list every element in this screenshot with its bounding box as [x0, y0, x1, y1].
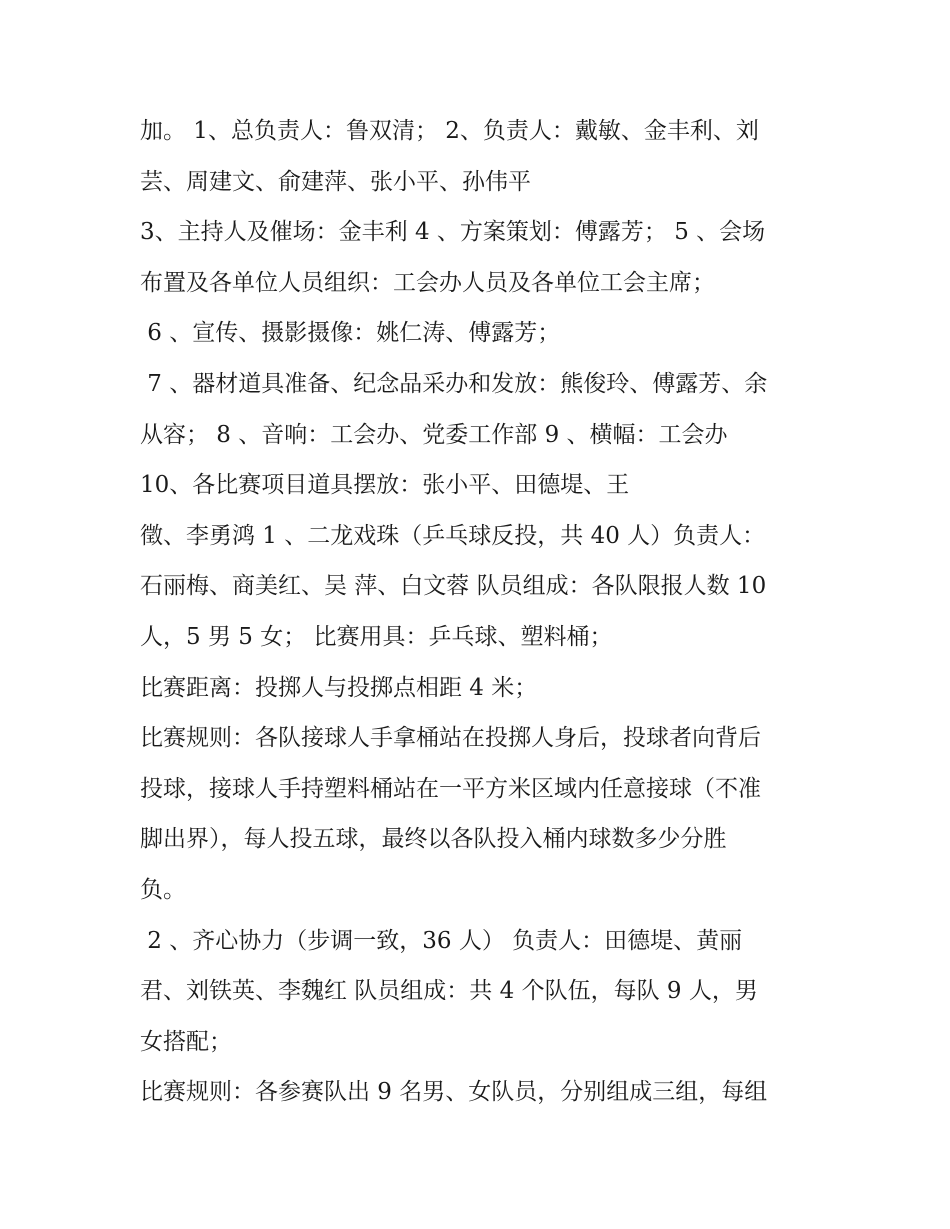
text-line: 投球，接球人手持塑料桶站在一平方米区域内任意接球（不准	[140, 775, 761, 802]
text-line: 脚出界），每人投五球，最终以各队投入桶内球数多少分胜	[140, 826, 727, 853]
text-line: 2 、齐心协力（步调一致，36 人） 负责人：田德堤、黄丽	[140, 927, 743, 954]
text-line: 10、各比赛项目道具摆放：张小平、田德堤、王	[140, 472, 630, 499]
text-line: 6 、宣传、摄影摄像：姚仁涛、傅露芳；	[140, 320, 561, 347]
text-line: 人，5 男 5 女； 比赛用具：乒乓球、塑料桶；	[140, 623, 613, 650]
text-line: 从容； 8 、音响：工会办、党委工作部 9 、横幅：工会办	[140, 421, 728, 448]
text-line: 比赛距离：投掷人与投掷点相距 4 米；	[140, 674, 538, 701]
document-body	[140, 106, 830, 1118]
text-line: 布置及各单位人员组织：工会办人员及各单位工会主席；	[140, 269, 715, 296]
text-line: 石丽梅、商美红、吴 萍、白文蓉 队员组成：各队限报人数 10	[140, 573, 767, 600]
text-line: 负。	[140, 876, 186, 903]
text-line: 比赛规则：各参赛队出 9 名男、女队员，分别组成三组，每组	[140, 1079, 768, 1106]
text-line: 芸、周建文、俞建萍、张小平、孙伟平	[140, 168, 531, 195]
text-line: 3、主持人及催场：金丰利 4 、方案策划：傅露芳； 5 、会场	[140, 219, 766, 246]
text-line: 女搭配；	[140, 1028, 232, 1055]
text-line: 徵、李勇鸿 1 、二龙戏珠（乒乓球反投，共 40 人）负责人：	[140, 522, 766, 549]
text-line: 加。 1、总负责人：鲁双清； 2、负责人：戴敏、金丰利、刘	[140, 118, 759, 144]
text-line: 7 、器材道具准备、纪念品采办和发放：熊俊玲、傅露芳、余	[140, 370, 768, 397]
text-line: 比赛规则：各队接球人手拿桶站在投掷人身后，投球者向背后	[140, 725, 761, 752]
text-line: 君、刘铁英、李魏红 队员组成：共 4 个队伍，每队 9 人，男	[140, 978, 758, 1005]
